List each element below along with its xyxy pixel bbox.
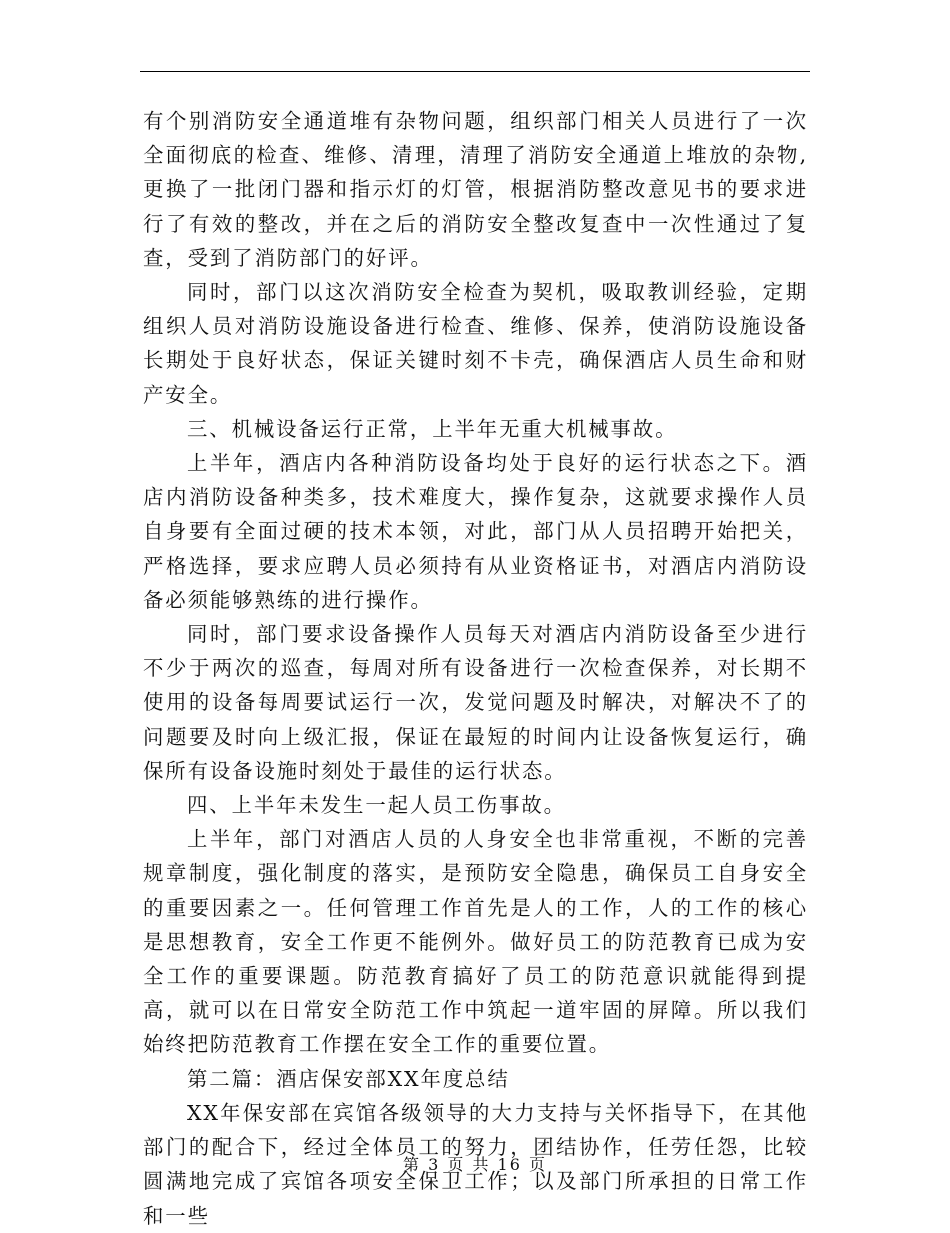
paragraph-equipment-status: 上半年，酒店内各种消防设备均处于良好的运行状态之下。酒店内消防设备种类多，技术难度大，操作复杂，这就要求操作人员自身要有全面过硬的技术本领，对此，部门从人员招聘开始把关，严格选择，要求应聘人员必须持有从业资格证书，对酒店内消防设备必须能够熟练的进行操作。	[143, 451, 808, 612]
page-number-footer: 第 3 页 共 16 页	[403, 1155, 547, 1174]
section-heading-injury: 四、上半年未发生一起人员工伤事故。	[187, 793, 566, 818]
paragraph-annual-summary: XX年保安部在宾馆各级领导的大力支持与关怀指导下，在其他部门的配合下，经过全体员工的努力，团结协作，任劳任怨，比较圆满地完成了宾馆各项安全保卫工作；以及部门所承担的日常工作和一些	[143, 1100, 808, 1228]
paragraph-regular-inspection: 同时，部门以这次消防安全检查为契机，吸取教训经验，定期组织人员对消防设施设备进行检查、维修、保养，使消防设施设备长期处于良好状态，保证关键时刻不卡壳，确保酒店人员生命和财产安全。	[143, 280, 808, 407]
paragraph-equipment-patrol: 同时，部门要求设备操作人员每天对酒店内消防设备至少进行不少于两次的巡查，每周对所有设备进行一次检查保养，对长期不使用的设备每周要试运行一次，发觉问题及时解决，对解决不了的问题要及时向上级汇报，保证在最短的时间内让设备恢复运行，确保所有设备设施时刻处于最佳的运行状态。	[143, 622, 808, 783]
section-heading-machinery: 三、机械设备运行正常，上半年无重大机械事故。	[187, 416, 678, 441]
document-body	[143, 104, 808, 1233]
chapter-heading-second: 第二篇：酒店保安部XX年度总结	[187, 1066, 510, 1091]
header-rule	[140, 71, 810, 72]
paragraph-safety-education: 上半年，部门对酒店人员的人身安全也非常重视，不断的完善规章制度，强化制度的落实，是预防安全隐患，确保员工自身安全的重要因素之一。任何管理工作首先是人的工作，人的工作的核心是思想教育，安全工作更不能例外。做好员工的防范教育已成为安全工作的重要课题。防范教育搞好了员工的防范意识就能得到提高，就可以在日常安全防范工作中筑起一道牢固的屏障。所以我们始终把防范教育工作摆在安全工作的重要位置。	[143, 827, 808, 1057]
paragraph-fire-passage-cleanup: 有个别消防安全通道堆有杂物问题，组织部门相关人员进行了一次全面彻底的检查、维修、清理，清理了消防安全通道上堆放的杂物,更换了一批闭门器和指示灯的灯管，根据消防整改意见书的要求进行了有效的整改，并在之后的消防安全整改复查中一次性通过了复查，受到了消防部门的好评。	[143, 109, 808, 270]
